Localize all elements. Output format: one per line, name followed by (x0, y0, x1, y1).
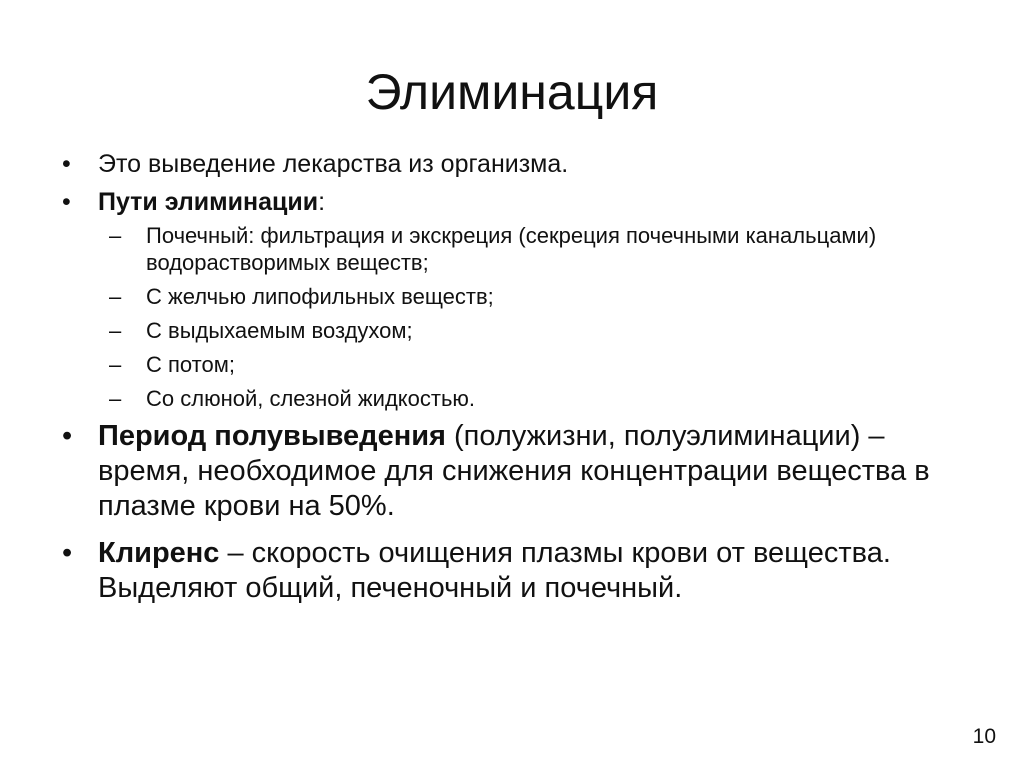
route-text: С потом; (146, 352, 235, 377)
slide-title: Элиминация (365, 64, 659, 120)
route-text: Почечный: фильтрация и экскреция (секреция почечными канальцами) водорастворимых веществ; (146, 223, 877, 275)
routes-list (109, 222, 982, 412)
bullet-half-life (62, 419, 982, 524)
routes-heading: Пути элиминации (98, 188, 319, 216)
dash-icon: – (109, 352, 122, 377)
half-life-term: Период полувыведения (98, 420, 446, 452)
bullet-icon: • (62, 188, 71, 216)
dash-icon: – (109, 223, 122, 248)
route-item (109, 385, 982, 412)
slide-content (62, 148, 982, 606)
bullet-definition (62, 148, 982, 180)
bullet-icon: • (62, 420, 73, 452)
bullet-clearance (62, 536, 982, 606)
route-item (109, 317, 982, 344)
half-life-definition: (полужизни, полуэлиминации) – время, необходимое для снижения концентрации вещества в плазме крови на 50%. (98, 420, 930, 522)
bullet-icon: • (62, 150, 71, 178)
route-item (109, 222, 982, 276)
clearance-definition: – скорость очищения плазмы крови от вещества. Выделяют общий, печеночный и почечный. (98, 537, 891, 604)
route-item (109, 283, 982, 310)
route-text: С желчью липофильных веществ; (146, 284, 494, 309)
dash-icon: – (109, 386, 122, 411)
route-text: С выдыхаемым воздухом; (146, 318, 413, 343)
clearance-term: Клиренс (98, 537, 220, 569)
bullet-routes (62, 186, 982, 218)
bullet-icon: • (62, 537, 73, 569)
page-number: 10 (972, 725, 996, 748)
dash-icon: – (109, 318, 122, 343)
definition-text: Это выведение лекарства из организма. (98, 150, 569, 178)
routes-heading-colon: : (318, 188, 326, 216)
route-text: Со слюной, слезной жидкостью. (146, 386, 476, 411)
route-item (109, 351, 982, 378)
dash-icon: – (109, 284, 122, 309)
